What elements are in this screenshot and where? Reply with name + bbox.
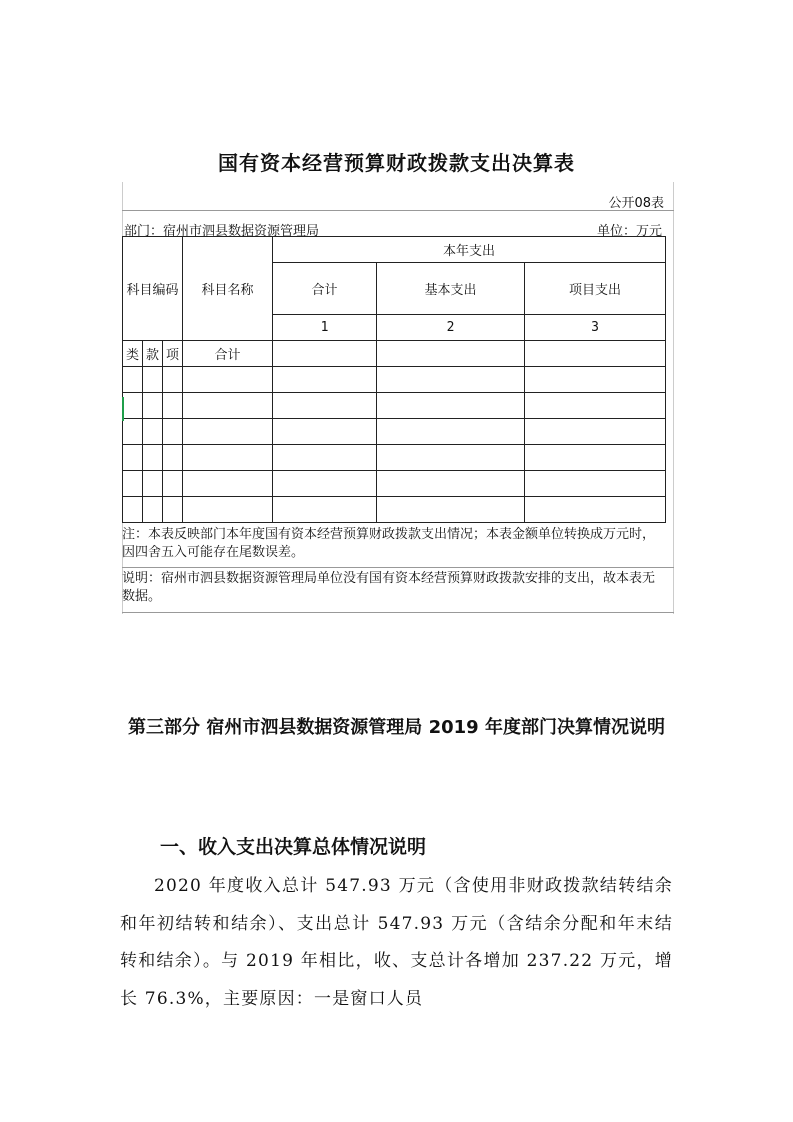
header-total: 合计 [273,263,377,315]
table-cell [273,341,377,367]
header-subject-name: 科目名称 [183,237,273,341]
table-cell [525,341,666,367]
table-explanation: 说明：宿州市泗县数据资源管理局单位没有国有资本经营预算财政拨款安排的支出，故本表无数据。 [122,571,656,604]
class-label: 类 [123,341,143,367]
table-row [123,393,666,419]
row-total-label: 合计 [183,341,273,367]
sheet-code: 公开08表 [608,196,664,211]
expenditure-table [122,236,666,523]
table-row [123,367,666,393]
header-subject-code: 科目编码 [123,237,183,341]
header-project: 项目支出 [525,263,666,315]
table-note: 注：本表反映部门本年度国有资本经营预算财政拨款支出情况；本表金额单位转换成万元时，因四舍五入可能存在尾数误差。 [122,527,656,560]
table-title: 国有资本经营预算财政拨款支出决算表 [218,151,575,175]
part3-heading: 第三部分 宿州市泗县数据资源管理局 2019 年度部门决算情况说明 [128,717,665,738]
sub-item-label: 项 [163,341,183,367]
col-number-2: 2 [377,315,525,341]
selected-cell-marker [122,397,124,421]
department-label: 部门：宿州市泗县数据资源管理局 [124,224,320,239]
table-row [123,445,666,471]
header-current-year: 本年支出 [273,237,666,263]
spreadsheet-area [122,182,674,614]
col-number-3: 3 [525,315,666,341]
item-label: 款 [143,341,163,367]
col-number-1: 1 [273,315,377,341]
header-basic: 基本支出 [377,263,525,315]
table-row [123,497,666,523]
section1-heading: 一、收入支出决算总体情况说明 [160,836,427,858]
section1-body: 2020 年度收入总计 547.93 万元（含使用非财政拨款结转结余和年初结转和结余）、支出总计 547.93 万元（含结余分配和年末结转和结余）。与 2019 年相比，收、支总计各增加 237.22 万元，增长 76.3%，主要原因：一是窗口人员 [120,876,673,1009]
table-row [123,419,666,445]
table-cell [377,341,525,367]
table-row [123,471,666,497]
unit-label: 单位：万元 [596,224,662,239]
